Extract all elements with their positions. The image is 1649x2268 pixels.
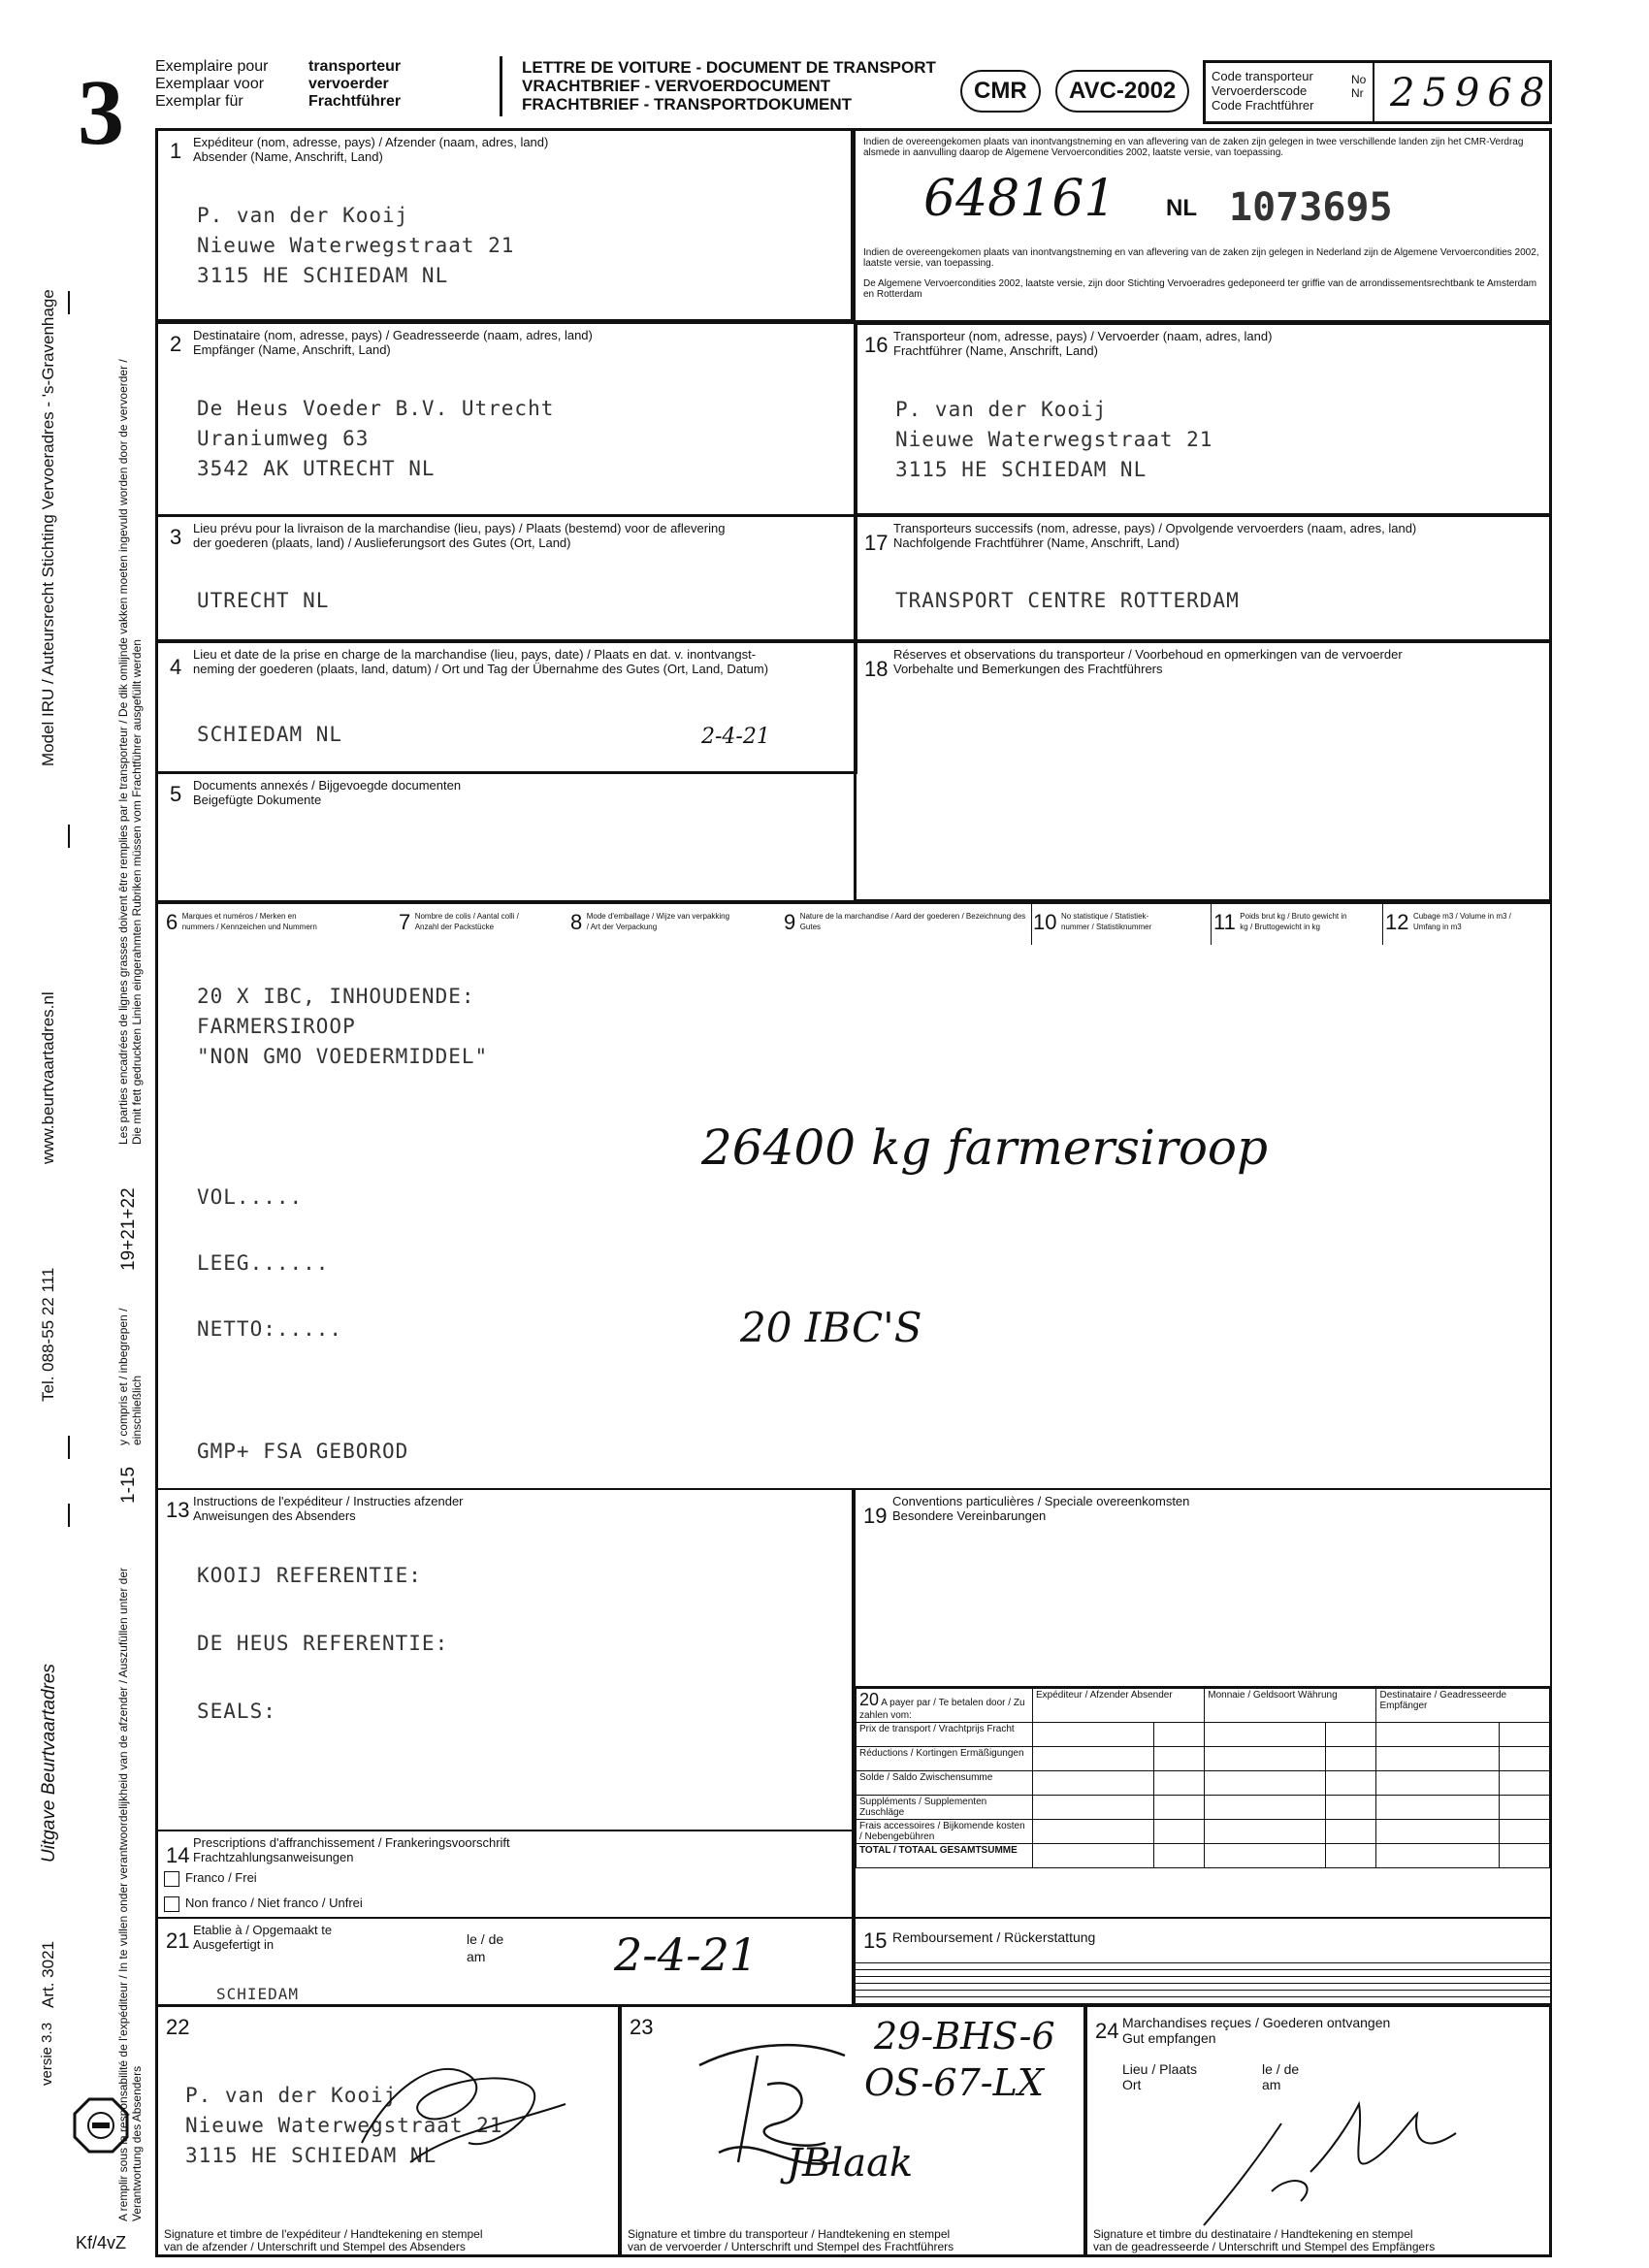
box-3-delivery-place: 3 Lieu prévu pour la livraison de la marchandise (lieu, pays) / Plaats (bestemd) voor de aflevering der goederen (plaats, land) / Auslieferungsort des Gutes (Ort, Land) UTRECHT NL [155, 514, 857, 642]
plate-2: OS-67-LX [864, 2061, 1044, 2104]
goods-footer: GMP+ FSA GEBOROD [197, 1440, 409, 1463]
goods-col-9: 9 Nature de la marchandise / Aard der goederen / Bezeichnung des Gutes [784, 910, 1026, 934]
fields-b: 1-15 [118, 1466, 139, 1504]
publisher-text: Model IRU / Auteursrecht Stichting Vervoeradres - 's-Gravenhage [39, 289, 57, 766]
goods-col-10: 10 No statistique / Statistiek-nummer / Statistiknummer [1033, 910, 1152, 934]
carrier-code-value: 25968 [1390, 71, 1553, 115]
goods-description: 20 X IBC, INHOUDENDE: FARMERSIROOP "NON GMO VOEDERMIDDEL" [197, 985, 489, 1068]
box-18-carrier-remarks: 18 Réserves et observations du transporteur / Voorbehoud en opmerkingen van de vervoerder Vorbehalte und Bemerkungen des Frachtführers [854, 640, 1552, 902]
goods-col-7: 7 Nombre de colis / Aantal colli / Anzahl der Packstücke [399, 910, 519, 934]
franco-checkbox[interactable] [164, 1871, 179, 1887]
goods-col-8: 8 Mode d'emballage / Wijze van verpakking / Art der Verpackung [570, 910, 730, 934]
carrier-signature-icon [680, 2026, 864, 2191]
box-19-special-agreements: 19 Conventions particulières / Speciale overeenkomsten Besondere Vereinbarungen [854, 1488, 1552, 1688]
header-divider [500, 56, 502, 116]
doc-number: 1073695 [1229, 185, 1393, 230]
copy-number: 3 [78, 60, 124, 164]
box-16-carrier: 16 Transporteur (nom, adresse, pays) / Vervoerder (naam, adres, land) Frachtführer (Name, Anschrift, Land) P. van der Kooij Nieuwe Waterwegstraat 21 3115 HE SCHIEDAM NL [854, 322, 1552, 516]
box-13-sender-instructions: 13 Instructions de l'expéditeur / Instructies afzender Anweisungen des Absenders KOOIJ REFERENTIE: DE HEUS REFERENTIE: SEALS: [155, 1488, 854, 1831]
box-14-payment: 14 Prescriptions d'affranchissement / Frankeringsvoorschrift Frachtzahlungsanweisungen Franco / Frei Non franco / Niet franco / Unfrei [155, 1830, 854, 1919]
legal-text-3: A remplir sous la responsabilité de l'expéditeur / In te vullen onder verantwoordelijkheid van de afzender / Auszufüllen unter der Verantwortung des Absenders [116, 1567, 144, 2221]
document-title: LETTRE DE VOITURE - DOCUMENT DE TRANSPORT VRACHTBRIEF - VERVOERDOCUMENT FRACHTBRIEF - TRANSPORTDOKUMENT [522, 58, 936, 113]
box-17-successive-carriers: 17 Transporteurs successifs (nom, adresse, pays) / Opvolgende vervoerders (naam, adres, land) Nachfolgende Frachtführer (Name, Anschrift, Land) TRANSPORT CENTRE ROTTERDAM [854, 514, 1552, 642]
established-date: 2-4-21 [614, 1928, 759, 1981]
cmr-badge: CMR [960, 70, 1041, 113]
version-text: versie 3.3 [39, 2022, 55, 2086]
box-20-costs [854, 1686, 1552, 1919]
costs-table: 20 A payer par / Te betalen door / Zu zahlen vom: Expéditeur / Afzender Absender Monnaie / Geldsoort Währung Destinataire / Geadresseerde Empfänger Prix de transport / Vrachtprijs Fracht Réductions / Kortingen Ermäßigungen Solde / Saldo Zwischensumme Suppléments / Supplementen Zuschläge Frais accessoires / Bijkomende kosten / Nebengebühren TOTAL / TOTAAL GESAMTSUMME [856, 1688, 1550, 1868]
avc-badge: AVC-2002 [1055, 70, 1189, 113]
box-2-consignee: 2 Destinataire (nom, adresse, pays) / Geadresseerde (naam, adres, land) Empfänger (Name, Anschrift, Land) De Heus Voeder B.V. Utrecht Uraniumweg 63 3542 AK UTRECHT NL [155, 322, 857, 516]
footer-code: Kf/4vZ [76, 2233, 127, 2252]
form [155, 128, 1552, 2257]
box-5-documents: 5 Documents annexés / Bijgevoegde documenten Beigefügte Dokumente [155, 772, 856, 902]
box-21-established: 21 Etablie à / Opgemaakt te Ausgefertigt in le / de am SCHIEDAM 2-4-21 [155, 1917, 854, 2006]
plate-1: 29-BHS-6 [874, 2015, 1055, 2057]
box-4-pickup: 4 Lieu et date de la prise en charge de la marchandise (lieu, pays, date) / Plaats en dat. v. inontvangst- neming der goederen (plaats, land, datum) / Ort und Tag der Übernahme des Gutes (Ort, Land, Datum) SCHIEDAM NL 2-4-21 [155, 640, 857, 774]
pickup-date: 2-4-21 [701, 725, 770, 749]
pickup-place: SCHIEDAM NL [197, 723, 343, 746]
consignee-address: De Heus Voeder B.V. Utrecht Uraniumweg 63 3542 AK UTRECHT NL [197, 397, 555, 480]
handwritten-weight: 26400 kg farmersiroop [701, 1119, 1269, 1176]
sender-stamp: P. van der Kooij Nieuwe Waterwegstraat 21 3115 HE SCHIEDAM NL [185, 2084, 503, 2167]
franco-option[interactable]: Franco / Frei [164, 1870, 257, 1887]
legal-text-2: y compris et / inbegrepen / einschließlich [116, 1308, 144, 1445]
non-franco-checkbox[interactable] [164, 1896, 179, 1912]
fields-a: 19+21+22 [118, 1187, 139, 1271]
iru-logo-icon [73, 2097, 129, 2154]
uitgave-text: Uitgave Beurtvaartadres [39, 1664, 59, 1863]
established-place: SCHIEDAM [216, 1985, 300, 2003]
successive-carrier: TRANSPORT CENTRE ROTTERDAM [895, 589, 1240, 612]
copy-for-lang: Exemplaire pour Exemplaar voor Exemplar für [155, 58, 269, 110]
box-24-consignee-signature: 24 Marchandises reçues / Goederen ontvangen Gut empfangen Lieu / Plaats Ort le / de am Signature et timbre du destinataire / Handtekening en stempel van de geadresseerde / Unterschrift und Stempel des Empfängers [1084, 2004, 1552, 2257]
box-23-carrier-signature: 23 29-BHS-6 OS-67-LX JBlaak Signature et timbre du transporteur / Handtekening en stempel van de vervoerder / Unterschrift und Stempel des Frachtführers [619, 2004, 1086, 2257]
goods-col-11: 11 Poids brut kg / Bruto gewicht in kg / Bruttogewicht in kg [1213, 910, 1347, 934]
legal-text-1: Les parties encadrées de lignes grasses doivent être remplies par le transporteur / De dik omlijnde vakken moeten ingevuld worden door de vervoerder / Die mit fett gedruckten Linien eingerahmten Rubriken müssen vom Frachtführer ausgefüllt werden [116, 359, 144, 1145]
box-15-reimbursement: 15 Remboursement / Rückerstattung [854, 1917, 1552, 2006]
non-franco-option[interactable]: Non franco / Niet franco / Unfrei [164, 1895, 363, 1912]
goods-col-12: 12 Cubage m3 / Volume in m3 / Umfang in m3 [1385, 910, 1511, 934]
sender-address: P. van der Kooij Nieuwe Waterwegstraat 21 3115 HE SCHIEDAM NL [197, 204, 515, 287]
handwritten-count: 20 IBC'S [740, 1304, 922, 1351]
goods-col-6: 6 Marques et numéros / Merken en nummers / Kennzeichen und Nummern [166, 910, 317, 934]
goods-area: 6 Marques et numéros / Merken en nummers / Kennzeichen und Nummern 7 Nombre de colis / Aantal colli / Anzahl der Packstücke 8 Mode d'emballage / Wijze van verpakking / Art der Verpackung 9 Nature de la marchandise / Aard der goederen / Bezeichnung des Gutes 10 No statistique / Statistiek-nummer / Statistiknummer 11 Poids brut kg / Bruto gewicht in kg / Bruttogewicht in kg 12 Cubage m3 / Volume in m3 / Umfang in m3 20 X IBC, INHOUDENDE: FARMERSIROOP "NON GMO VOEDERMIDDEL" 26400 kg farmersiroop VOL..... LEEG...... NETTO:..... 20 IBC'S GMP+ FSA GEBOROD [155, 902, 1552, 1490]
carrier-address: P. van der Kooij Nieuwe Waterwegstraat 21 3115 HE SCHIEDAM NL [895, 398, 1213, 481]
phone-text: Tel. 088-55 22 111 [39, 1267, 57, 1402]
carrier-code-box: Code transporteur Vervoerderscode Code Frachtführer No Nr 25968 [1203, 60, 1552, 124]
box-22-sender-signature: 22 P. van der Kooij Nieuwe Waterwegstraat 21 3115 HE SCHIEDAM NL Signature et timbre de l'expéditeur / Handtekening en stempel van de afzender / Unterschrift und Stempel des Absenders [155, 2004, 621, 2257]
box-1-sender: 1 Expéditeur (nom, adresse, pays) / Afzender (naam, adres, land) Absender (Name, Anschrift, Land) P. van der Kooij Nieuwe Waterwegstraat 21 3115 HE SCHIEDAM NL [155, 128, 854, 322]
conditions-box: Indien de overeengekomen plaats van inontvangstneming en van aflevering van de zaken zijn gelegen in twee verschillende landen zijn het CMR-Verdrag alsmede in aanvulling daarop de Algemene Vervoercondities 2002, laatste versie, van toepassing. 648161 NL 1073695 Indien de overeengekomen plaats van inontvangstneming en van aflevering van de zaken zijn gelegen in Nederland zijn de Algemene Vervoercondities 2002, laatste versie, van toepassing. De Algemene Vervoercondities 2002, laatste versie, zijn door Stichting Vervoeradres gedeponeerd ter griffie van de arrondissementsrechtbank te Amsterdam en Rotterdam [854, 128, 1552, 322]
carrier-driver-name: JBlaak [787, 2141, 914, 2186]
delivery-place: UTRECHT NL [197, 589, 330, 612]
consignee-signature-icon [1165, 2085, 1475, 2230]
copy-for-party: transporteur vervoerder Frachtführer [308, 58, 402, 110]
conditions-handwritten: 648161 [923, 170, 1116, 228]
sender-signature-icon [352, 2046, 585, 2172]
article-text: Art. 3021 [39, 1941, 57, 2008]
website-text: www.beurtvaartadres.nl [39, 991, 57, 1164]
